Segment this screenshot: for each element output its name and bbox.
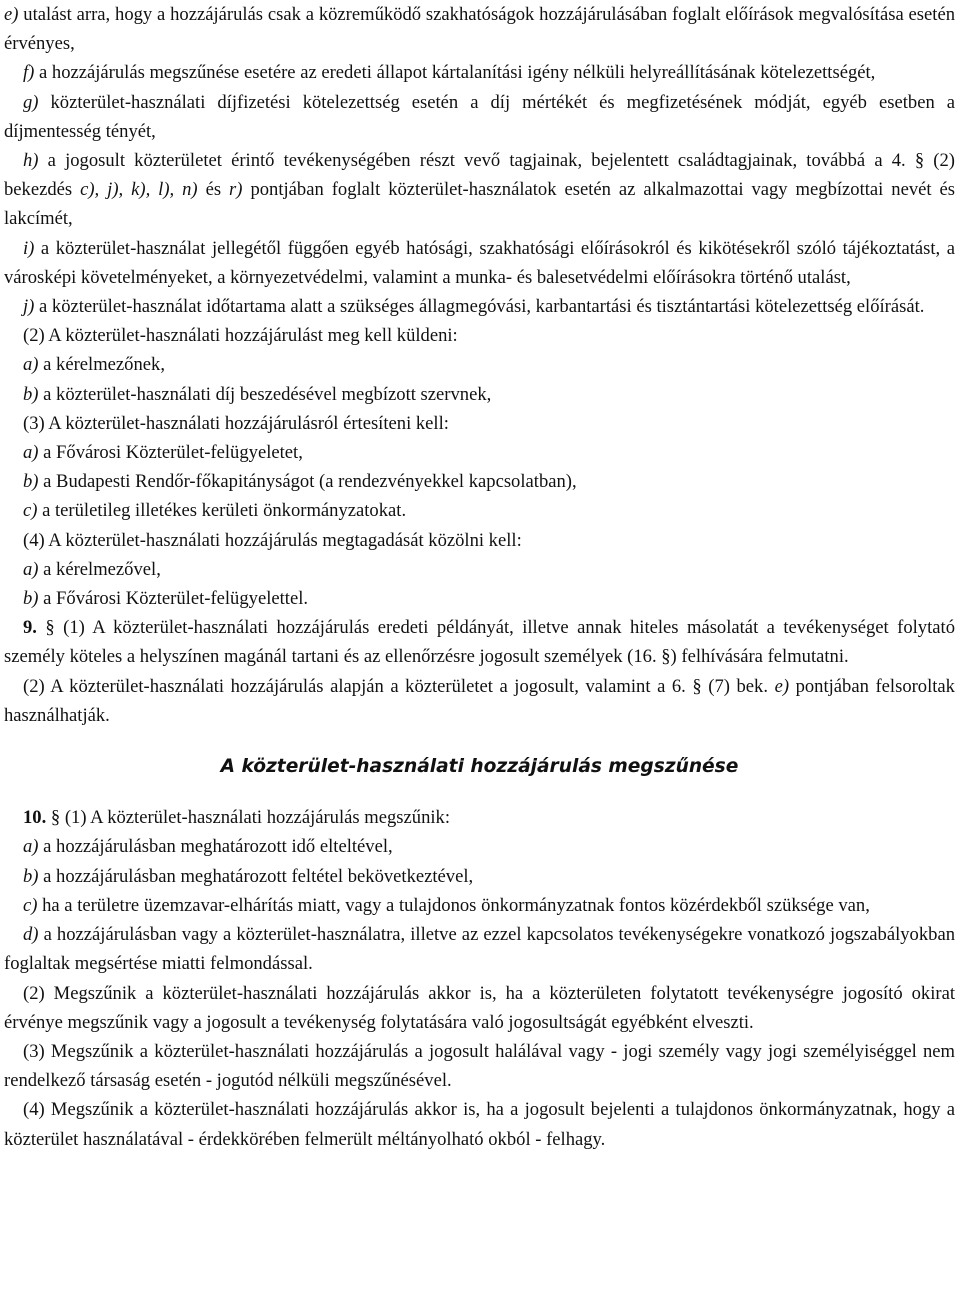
list-item — [4, 438, 955, 467]
list-item-text: a hozzájárulásban meghatározott idő elteltével, — [38, 836, 393, 858]
section-10-paragraph-4: (4) Megszűnik a közterület-használati hozzájárulás akkor is, ha a jogosult bejelenti a tulajdonos önkormányzatnak, hogy a közterület használatával - érdekkörében felmerült méltányolható okból - felhagy. — [4, 1099, 955, 1150]
provision-text: és — [197, 179, 230, 201]
point-reference: e) — [774, 675, 790, 697]
list-marker: d) — [23, 924, 39, 946]
list-marker: b) — [23, 471, 39, 493]
section-9-paragraph-1 — [4, 613, 955, 671]
section-10-paragraph-3: (3) Megszűnik a közterület-használati hozzájárulás a jogosult halálával vagy - jogi személy vagy jogi személyiséggel nem rendelkező társaság esetén - jogutód nélküli megszűnésével. — [4, 1040, 955, 1092]
list-item — [4, 555, 955, 584]
provision-text: a közterület-használat jellegétől függően egyéb hatósági, szakhatósági előírásokról és kikötésekről szóló tájékoztatást, a városképi követelményeket, a környezetvédelmi, valamint a munka- és balesetvédelmi előírásokra történő utalást, — [4, 237, 955, 288]
provision-e — [4, 0, 955, 58]
paragraph-8-2-heading: (2) A közterület-használati hozzájárulást meg kell küldeni: — [23, 325, 458, 347]
section-number: 10. — [23, 807, 47, 829]
list-item — [4, 832, 955, 861]
list-marker: a) — [23, 354, 39, 376]
provision-j — [4, 292, 955, 321]
paragraph-text: (2) A közterület-használati hozzájárulás alapján a közterületet a jogosult, valamint a 6. § (7) bek. — [23, 675, 775, 697]
list-marker: f) — [23, 62, 35, 84]
list-item-text: a Fővárosi Közterület-felügyelettel. — [38, 588, 309, 610]
list-item-text: a hozzájárulásban meghatározott feltétel bekövetkeztével, — [38, 865, 474, 887]
list-marker: c) — [23, 500, 38, 522]
provision-text: közterület-használati díjfizetési kötelezettség esetén a díj mértékét és megfizetésének módját, egyéb esetben a díjmentesség tényét, — [4, 91, 955, 142]
provision-text: a közterület-használat időtartama alatt a szükséges állagmegóvási, karbantartási és tisztántartási kötelezettség előírását. — [34, 296, 925, 318]
list-item — [4, 920, 955, 978]
list-marker: j) — [23, 296, 35, 318]
list-marker: b) — [23, 865, 39, 887]
list-marker: c) — [23, 894, 38, 916]
section-10-paragraph-1-heading — [4, 803, 955, 832]
section-9-paragraph-2 — [4, 672, 955, 730]
paragraph-8-3-heading: (3) A közterület-használati hozzájárulásról értesíteni kell: — [23, 412, 449, 434]
list-item-text: a közterület-használati díj beszedésével megbízott szervnek, — [38, 383, 492, 405]
provision-text: pontjában foglalt közterület-használatok esetén az alkalmazottai vagy megbízottai nevét és lakcímét, — [4, 179, 955, 230]
provision-g — [4, 88, 955, 146]
provision-h — [4, 146, 955, 234]
paragraph-8-4-heading: (4) A közterület-használati hozzájárulás megtagadását közölni kell: — [23, 529, 522, 551]
list-marker: b) — [23, 588, 39, 610]
list-item-text: a kérelmezővel, — [38, 558, 161, 580]
list-item-text: a Fővárosi Közterület-felügyeletet, — [38, 442, 303, 464]
list-item — [4, 584, 955, 613]
list-item — [4, 862, 955, 891]
list-item-text: ha a területre üzemzavar-elhárítás miatt, vagy a tulajdonos önkormányzatnak fontos közérdekből szüksége van, — [37, 894, 870, 916]
list-item-text: a Budapesti Rendőr-főkapitányságot (a rendezvényekkel kapcsolatban), — [38, 471, 577, 493]
list-item — [4, 350, 955, 379]
list-item-text: a területileg illetékes kerületi önkormányzatokat. — [37, 500, 407, 522]
provision-text: a hozzájárulás megszűnése esetére az eredeti állapot kártalanítási igény nélküli helyreállításának kötelezettségét, — [34, 62, 876, 84]
paragraph-text: pontjában felsoroltak használhatják. — [4, 675, 955, 726]
list-marker: b) — [23, 383, 39, 405]
section-number: 9. — [23, 617, 37, 639]
provision-text: utalást arra, hogy a hozzájárulás csak a közreműködő szakhatóságok hozzájárulásában foglalt előírások megvalósítása esetén érvényes, — [4, 4, 955, 55]
list-item-text: a hozzájárulásban vagy a közterület-használatra, illetve az ezzel kapcsolatos tevékenységekre vonatkozó jogszabályokban foglaltak megsértése miatti felmondással. — [4, 924, 955, 975]
provision-i — [4, 234, 955, 292]
list-item-text: a kérelmezőnek, — [38, 354, 165, 376]
list-marker: a) — [23, 442, 39, 464]
list-item — [4, 891, 955, 920]
point-references: c), j), k), l), n) — [80, 179, 198, 201]
section-title: A közterület-használati hozzájárulás megszűnése — [220, 756, 739, 778]
list-item — [4, 380, 955, 409]
paragraph-text: § (1) A közterület-használati hozzájárulás eredeti példányát, illetve annak hiteles másolatát a tevékenységet folytató személy köteles a helyszínen magánál tartani és az ellenőrzésre jogosult személyek (16. §) felhívására felmutatni. — [4, 617, 955, 668]
list-marker: g) — [23, 91, 39, 113]
list-item — [4, 467, 955, 496]
list-marker: e) — [4, 4, 19, 25]
list-item — [4, 496, 955, 525]
list-marker: a) — [23, 836, 39, 858]
list-marker: h) — [23, 150, 39, 172]
point-reference: r) — [229, 179, 243, 201]
list-marker: a) — [23, 558, 39, 580]
section-10-paragraph-2: (2) Megszűnik a közterület-használati hozzájárulás akkor is, ha a közterületen folytatott tevékenységre jogosító okirat érvénye megszűnik vagy a jogosult a tevékenység folytatására való jogosultságát egyébként elveszti. — [4, 982, 955, 1033]
paragraph-text: § (1) A közterület-használati hozzájárulás megszűnik: — [46, 807, 451, 829]
list-marker: i) — [23, 237, 35, 259]
provision-f — [4, 58, 955, 87]
document-page — [4, 0, 955, 1154]
provision-text: a jogosult közterületet érintő tevékenységében részt vevő tagjainak, bejelentett családtagjainak, továbbá a 4. § (2) bekezdés — [4, 150, 955, 201]
